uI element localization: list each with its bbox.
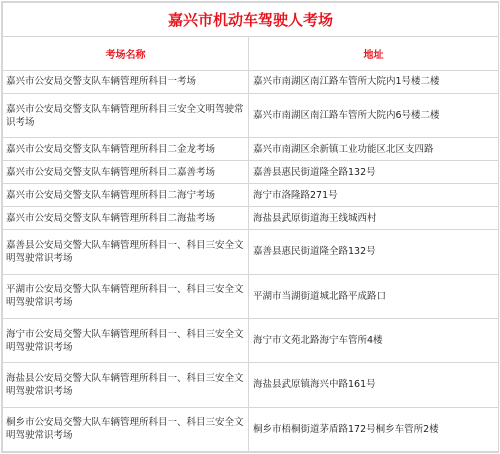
exam-site-address: 嘉兴市南湖区南江路车管所大院内1号楼二楼 (249, 71, 499, 94)
column-header-name: 考场名称 (3, 37, 249, 71)
table-row (3, 93, 499, 137)
exam-site-name: 嘉善县公安局交警大队车辆管理所科目一、科目三安全文明驾驶常识考场 (3, 230, 249, 274)
table-row (3, 184, 499, 207)
exam-sites-table (2, 2, 499, 452)
exam-site-address: 嘉兴市南湖区余新镇工业功能区北区支四路 (249, 138, 499, 161)
exam-site-address: 嘉善县惠民街道隆全路132号 (249, 161, 499, 184)
exam-site-address: 海盐县武原街道海王线城西村 (249, 207, 499, 230)
exam-site-address: 海宁市文苑北路海宁车管所4楼 (249, 318, 499, 362)
table-row (3, 318, 499, 362)
column-header-address: 地址 (249, 37, 499, 71)
table-row (3, 363, 499, 407)
table-row (3, 274, 499, 318)
table-row (3, 138, 499, 161)
exam-site-address: 桐乡市梧桐街道茅盾路172号桐乡车管所2楼 (249, 407, 499, 451)
exam-site-address: 嘉兴市南湖区南江路车管所大院内6号楼二楼 (249, 93, 499, 137)
table-row (3, 230, 499, 274)
exam-site-name: 海盐县公安局交警大队车辆管理所科目一、科目三安全文明驾驶常识考场 (3, 363, 249, 407)
exam-site-name: 嘉兴市公安局交警支队车辆管理所科目二金龙考场 (3, 138, 249, 161)
exam-site-name: 嘉兴市公安局交警支队车辆管理所科目一考场 (3, 71, 249, 94)
exam-site-address: 海宁市洛隆路271号 (249, 184, 499, 207)
exam-site-address: 海盐县武原镇海兴中路161号 (249, 363, 499, 407)
table-row (3, 161, 499, 184)
exam-sites-panel (1, 1, 499, 453)
exam-site-address: 嘉善县惠民街道隆全路132号 (249, 230, 499, 274)
exam-site-name: 嘉兴市公安局交警支队车辆管理所科目三安全文明驾驶常识考场 (3, 93, 249, 137)
table-row (3, 207, 499, 230)
exam-site-name: 嘉兴市公安局交警支队车辆管理所科目二海宁考场 (3, 184, 249, 207)
exam-site-name: 嘉兴市公安局交警支队车辆管理所科目二嘉善考场 (3, 161, 249, 184)
exam-site-name: 嘉兴市公安局交警支队车辆管理所科目二海盐考场 (3, 207, 249, 230)
table-title: 嘉兴市机动车驾驶人考场 (3, 3, 499, 37)
table-row (3, 407, 499, 451)
exam-site-address: 平湖市当湖街道城北路平成路口 (249, 274, 499, 318)
table-row (3, 71, 499, 94)
exam-site-name: 桐乡市公安局交警大队车辆管理所科目一、科目三安全文明驾驶常识考场 (3, 407, 249, 451)
exam-site-name: 平湖市公安局交警大队车辆管理所科目一、科目三安全文明驾驶常识考场 (3, 274, 249, 318)
exam-site-name: 海宁市公安局交警大队车辆管理所科目一、科目三安全文明驾驶常识考场 (3, 318, 249, 362)
